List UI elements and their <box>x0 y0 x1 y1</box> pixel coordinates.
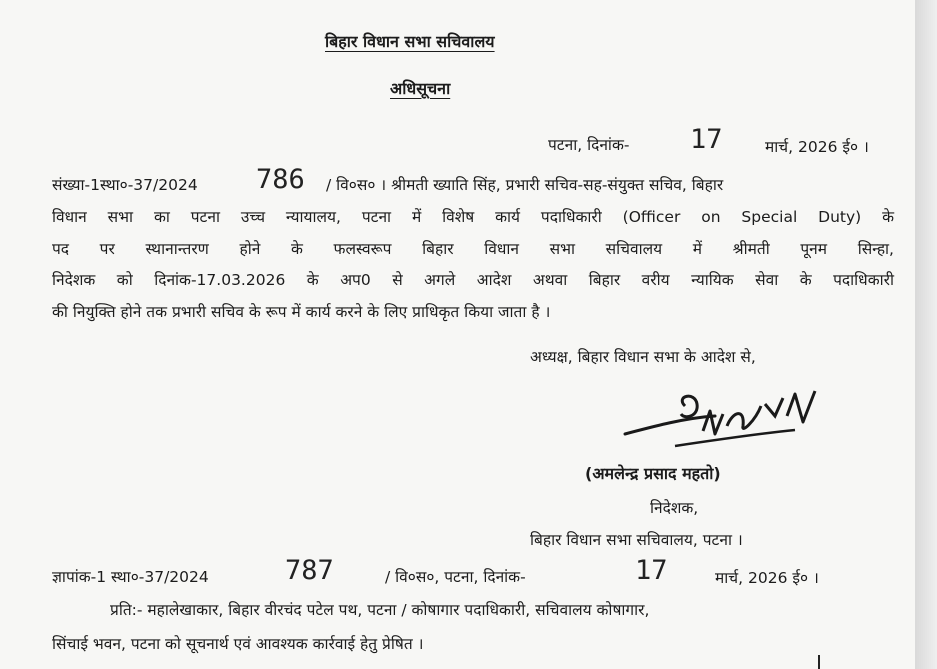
order-ref-number: 786 <box>256 164 305 195</box>
order-line-2: पद पर स्थानान्तरण होने के फलस्वरूप बिहार विधान सभा सचिवालय में श्रीमती पूनम सिन्हा, <box>52 240 894 258</box>
order-line-4: की नियुक्ति होने तक प्रभारी सचिव के रूप में कार्य करने के लिए प्राधिकृत किया जाता है । <box>52 303 551 321</box>
authority-line: अध्यक्ष, बिहार विधान सभा के आदेश से, <box>530 348 756 366</box>
signatory-designation: निदेशक, <box>650 499 699 517</box>
scan-edge <box>915 0 937 669</box>
memo-ref-number: 787 <box>285 555 334 586</box>
order-ref-suffix: / वि०स० । श्रीमती ख्याति सिंह, प्रभारी सचिव-सह-संयुक्त सचिव, बिहार <box>326 176 724 194</box>
notice-title: अधिसूचना <box>390 79 451 98</box>
memo-ref-prefix: ज्ञापांक-1 स्था०-37/2024 <box>52 568 209 586</box>
signatory-office: बिहार विधान सभा सचिवालय, पटना । <box>530 531 743 549</box>
memo-month-year: मार्च, 2026 ई० । <box>715 569 819 587</box>
copy-line-1: प्रति:- महालेखाकार, बिहार वीरचंद पटेल पथ, पटना / कोषागार पदाधिकारी, सचिवालय कोषागार, <box>110 601 650 619</box>
order-ref-prefix: संख्या-1स्था०-37/2024 <box>52 176 198 194</box>
copy-line-2: सिंचाई भवन, पटना को सूचनार्थ एवं आवश्यक कार्रवाई हेतु प्रेषित । <box>52 635 424 653</box>
place-date-month-year: मार्च, 2026 ई० । <box>765 138 869 156</box>
office-title: बिहार विधान सभा सचिवालय <box>325 32 495 51</box>
order-line-3: निदेशक को दिनांक-17.03.2026 के अप0 से अगले आदेश अथवा बिहार वरीय न्यायिक सेवा के पदाधिकारी <box>52 271 894 289</box>
signature <box>615 386 835 456</box>
place-date-prefix: पटना, दिनांक- <box>548 136 630 154</box>
signatory-name: (अमलेन्द्र प्रसाद महतो) <box>585 464 721 483</box>
order-line-1: विधान सभा का पटना उच्च न्यायालय, पटना में विशेष कार्य पदाधिकारी (Officer on Special Duty) के <box>52 208 894 226</box>
memo-ref-suffix: / वि०स०, पटना, दिनांक- <box>385 568 526 586</box>
handwritten-day: 17 <box>690 124 723 155</box>
memo-handwritten-day: 17 <box>635 555 668 586</box>
pen-mark <box>818 655 820 669</box>
